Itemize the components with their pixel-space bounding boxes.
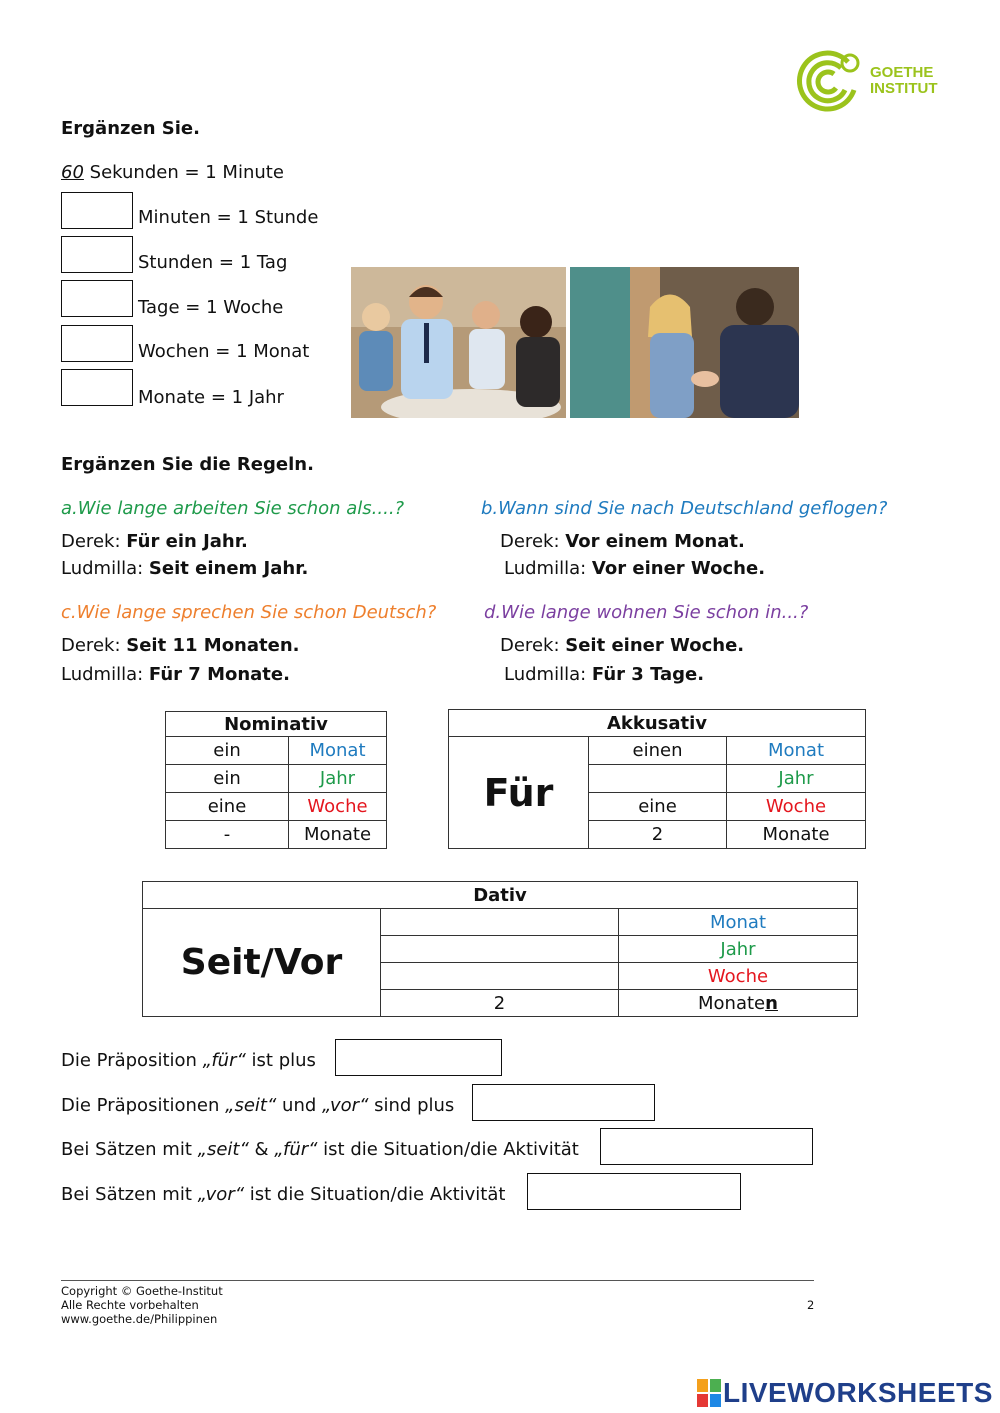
rule-2-answer-box[interactable] (472, 1084, 655, 1121)
row-minutes: Minuten = 1 Stunde (138, 207, 319, 228)
answer-text: Für 3 Tage. (591, 664, 705, 685)
answer-text: Für 7 Monate. (148, 664, 290, 685)
question-b-answer1 (500, 531, 745, 553)
article-cell: eine (166, 793, 289, 821)
rule-keyword: „für“ (202, 1050, 246, 1071)
noun-cell: Woche (727, 793, 866, 821)
rule-text: ist die Situation/die Aktivität (244, 1184, 506, 1205)
handshake-photo (570, 267, 799, 418)
article-cell: eine (589, 793, 727, 821)
noun-cell: Monate (289, 821, 387, 849)
question-c-answer1 (61, 635, 299, 657)
question-d-answer1 (500, 635, 744, 657)
noun-cell: Monat (289, 737, 387, 765)
article-cell: 2 (589, 821, 727, 849)
noun-cell: Jahr (289, 765, 387, 793)
row-hours: Stunden = 1 Tag (138, 252, 288, 273)
dativ-article-input-1[interactable] (381, 909, 619, 936)
goethe-logo-icon (794, 50, 862, 114)
answer-box-weeks[interactable] (61, 325, 133, 362)
speaker-label: Ludmilla: (504, 664, 587, 685)
article-cell: - (166, 821, 289, 849)
office-meeting-photo (351, 267, 566, 418)
row-months: Monate = 1 Jahr (138, 387, 284, 408)
table-row (166, 793, 387, 821)
speaker-label: Derek: (61, 531, 121, 552)
akkusativ-article-input[interactable] (589, 765, 727, 793)
noun-cell: Monate (727, 821, 866, 849)
answer-box-months[interactable] (61, 369, 133, 406)
rule-text: Die Präposition (61, 1050, 203, 1071)
question-a: a.Wie lange arbeiten Sie schon als....? (61, 498, 405, 519)
rule-text: Die Präpositionen (61, 1095, 226, 1116)
dativ-header: Dativ (143, 882, 858, 909)
rule-2 (61, 1095, 454, 1117)
question-c-answer2 (61, 664, 290, 686)
answer-text: Für ein Jahr. (126, 531, 248, 552)
answer-text: Vor einem Monat. (565, 531, 745, 552)
liveworksheets-icon (697, 1379, 721, 1407)
answer-text: Vor einer Woche. (591, 558, 766, 579)
rule-3-answer-box[interactable] (600, 1128, 813, 1165)
rule-keyword: „vor“ (197, 1184, 245, 1205)
rule-text: ist plus (245, 1050, 316, 1071)
logo-line2: INSTITUT (870, 80, 938, 97)
footer-rights: Alle Rechte vorbehalten (61, 1298, 199, 1312)
footer-copyright: Copyright © Goethe-Institut (61, 1284, 223, 1298)
noun-suffix: n (765, 992, 778, 1014)
noun-cell: Jahr (727, 765, 866, 793)
rule-text: Bei Sätzen mit (61, 1139, 198, 1160)
rule-text: sind plus (368, 1095, 455, 1116)
noun-stem: Monate (698, 992, 766, 1014)
nominativ-header: Nominativ (166, 712, 387, 737)
dativ-table (142, 881, 858, 1017)
answer-text: Seit einem Jahr. (148, 558, 309, 579)
akkusativ-preposition: Für (449, 737, 589, 849)
rule-keyword: „seit“ (197, 1139, 249, 1160)
dativ-article-input-3[interactable] (381, 963, 619, 990)
question-b-answer2 (504, 558, 765, 580)
table-row (166, 737, 387, 765)
noun-cell: Monat (727, 737, 866, 765)
liveworksheets-text: LIVEWORKSHEETS (723, 1377, 993, 1408)
exercise2-title: Ergänzen Sie die Regeln. (61, 454, 314, 475)
question-a-answer1 (61, 531, 248, 553)
rule-1-answer-box[interactable] (335, 1039, 502, 1076)
question-b: b.Wann sind Sie nach Deutschland geflogen? (481, 498, 888, 519)
speaker-label: Ludmilla: (61, 664, 144, 685)
table-row (166, 821, 387, 849)
rule-text: und (276, 1095, 322, 1116)
row-days: Tage = 1 Woche (138, 297, 284, 318)
example-number: 60 (61, 162, 84, 183)
example-text: Sekunden = 1 Minute (89, 162, 284, 183)
dativ-article-input-2[interactable] (381, 936, 619, 963)
answer-box-minutes[interactable] (61, 192, 133, 229)
table-row (166, 765, 387, 793)
logo-line1: GOETHE (870, 64, 934, 81)
article-cell: 2 (381, 990, 619, 1017)
rule-4-answer-box[interactable] (527, 1173, 741, 1210)
akkusativ-header: Akkusativ (449, 710, 866, 737)
noun-cell: Woche (619, 963, 858, 990)
speaker-label: Derek: (500, 635, 560, 656)
rule-text: Bei Sätzen mit (61, 1184, 198, 1205)
answer-box-hours[interactable] (61, 236, 133, 273)
rule-1 (61, 1050, 316, 1072)
exercise1-title: Ergänzen Sie. (61, 118, 200, 139)
question-d: d.Wie lange wohnen Sie schon in...? (484, 602, 809, 623)
rule-keyword: „vor“ (322, 1095, 369, 1116)
speaker-label: Ludmilla: (504, 558, 587, 579)
article-cell: ein (166, 737, 289, 765)
rule-text: & (248, 1139, 275, 1160)
answer-text: Seit 11 Monaten. (126, 635, 300, 656)
answer-box-days[interactable] (61, 280, 133, 317)
speaker-label: Derek: (61, 635, 121, 656)
article-cell: ein (166, 765, 289, 793)
noun-cell: Monat (619, 909, 858, 936)
answer-text: Seit einer Woche. (565, 635, 745, 656)
question-d-answer2 (504, 664, 704, 686)
noun-cell: Jahr (619, 936, 858, 963)
page-number: 2 (807, 1298, 815, 1312)
akkusativ-table (448, 709, 866, 849)
rule-4 (61, 1184, 505, 1206)
table-row (143, 909, 858, 936)
rule-3 (61, 1139, 579, 1161)
speaker-label: Ludmilla: (61, 558, 144, 579)
article-cell: einen (589, 737, 727, 765)
dativ-preposition: Seit/Vor (143, 909, 381, 1017)
rule-keyword: „seit“ (225, 1095, 277, 1116)
example-row (61, 162, 284, 184)
nominativ-table (165, 711, 387, 849)
footer-url: www.goethe.de/Philippinen (61, 1312, 218, 1326)
question-c: c.Wie lange sprechen Sie schon Deutsch? (61, 602, 437, 623)
rule-text: ist die Situation/die Aktivität (317, 1139, 579, 1160)
table-row (449, 737, 866, 765)
speaker-label: Derek: (500, 531, 560, 552)
footer-divider (61, 1280, 814, 1281)
noun-cell (619, 990, 858, 1017)
noun-cell: Woche (289, 793, 387, 821)
question-a-answer2 (61, 558, 308, 580)
goethe-logo (794, 50, 944, 114)
rule-keyword: „für“ (274, 1139, 318, 1160)
row-weeks: Wochen = 1 Monat (138, 341, 310, 362)
